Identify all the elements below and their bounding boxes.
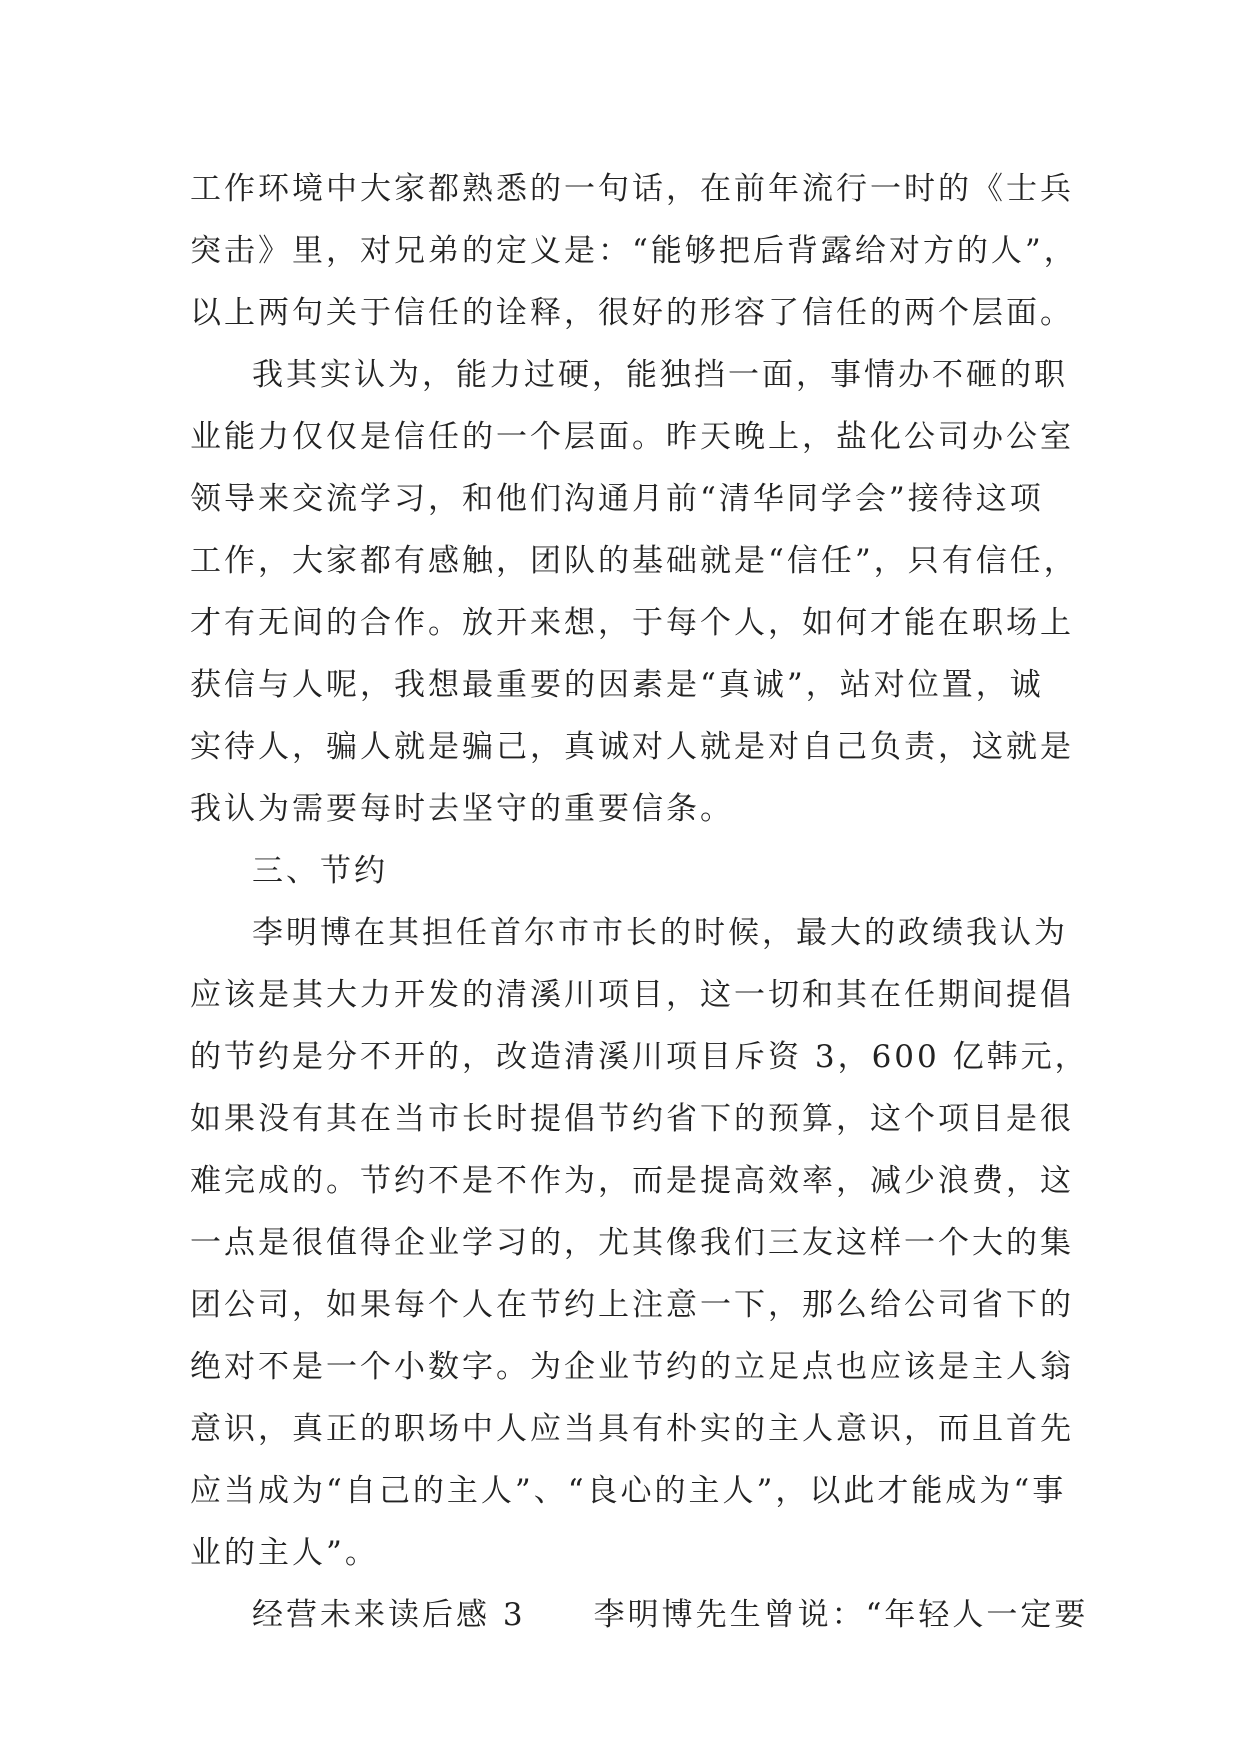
text-line: 我其实认为，能力过硬，能独挡一面，事情办不砸的职: [252, 357, 1068, 393]
text-line: 的节约是分不开的，改造清溪川项目斥资 3，600 亿韩元，: [190, 1039, 1089, 1075]
text-line: 业能力仅仅是信任的一个层面。昨天晚上，盐化公司办公室: [190, 419, 1074, 455]
text-line: 如果没有其在当市长时提倡节约省下的预算，这个项目是很: [190, 1101, 1074, 1137]
text-line: 经营未来读后感 3 李明博先生曾说：“年轻人一定要: [252, 1597, 1089, 1633]
text-line: 应当成为“自己的主人”、“良心的主人”，以此才能成为“事: [190, 1473, 1067, 1509]
text-line: 领导来交流学习，和他们沟通月前“清华同学会”接待这项: [190, 481, 1044, 517]
text-line: 业的主人”。: [190, 1535, 379, 1571]
text-line: 工作环境中大家都熟悉的一句话，在前年流行一时的《士兵: [190, 171, 1074, 207]
text-line: 实待人，骗人就是骗己，真诚对人就是对自己负责，这就是: [190, 729, 1074, 765]
text-line: 三、节约: [252, 853, 388, 889]
text-line: 才有无间的合作。放开来想，于每个人，如何才能在职场上: [190, 605, 1074, 641]
text-line: 我认为需要每时去坚守的重要信条。: [190, 791, 734, 827]
text-line: 意识，真正的职场中人应当具有朴实的主人意识，而且首先: [190, 1411, 1074, 1447]
text-line: 应该是其大力开发的清溪川项目，这一切和其在任期间提倡: [190, 977, 1074, 1013]
text-line: 一点是很值得企业学习的，尤其像我们三友这样一个大的集: [190, 1225, 1074, 1261]
text-line: 突击》里，对兄弟的定义是：“能够把后背露给对方的人”，: [190, 233, 1078, 269]
text-line: 李明博在其担任首尔市市长的时候，最大的政绩我认为: [252, 915, 1068, 951]
text-line: 难完成的。节约不是不作为，而是提高效率，减少浪费，这: [190, 1163, 1074, 1199]
text-line: 团公司，如果每个人在节约上注意一下，那么给公司省下的: [190, 1287, 1074, 1323]
text-line: 获信与人呢，我想最重要的因素是“真诚”，站对位置，诚: [190, 667, 1044, 703]
text-line: 以上两句关于信任的诠释，很好的形容了信任的两个层面。: [190, 295, 1074, 331]
text-line: 工作，大家都有感触，团队的基础就是“信任”，只有信任，: [190, 543, 1078, 579]
text-line: 绝对不是一个小数字。为企业节约的立足点也应该是主人翁: [190, 1349, 1074, 1385]
body-text: [190, 158, 1089, 1646]
